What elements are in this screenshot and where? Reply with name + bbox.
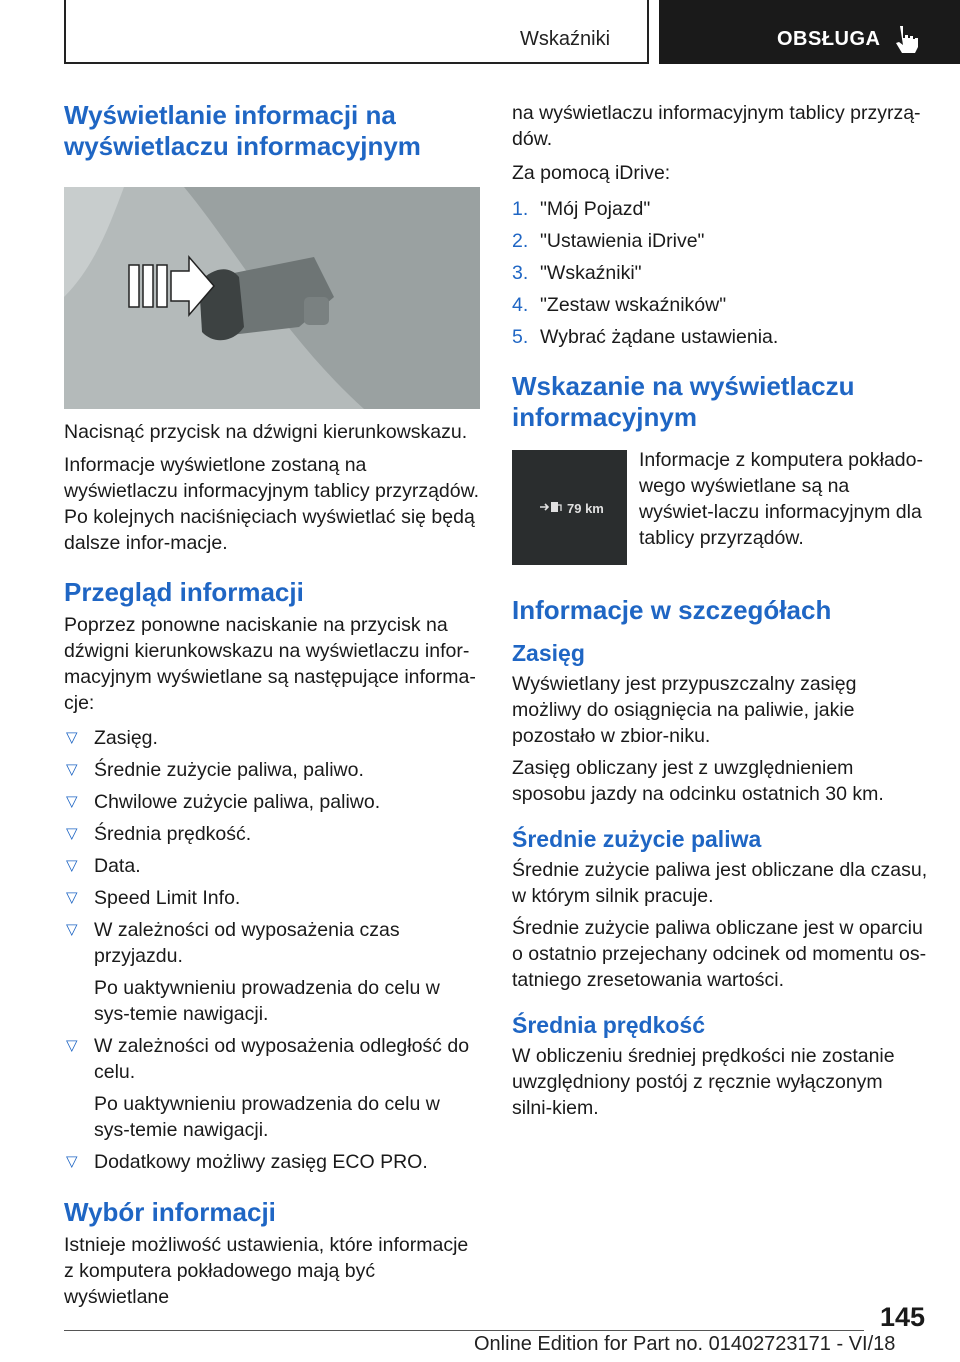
hand-pointer-icon <box>892 24 920 54</box>
step-item <box>512 228 928 254</box>
paragraph-avg-speed: W obliczeniu średniej prędkości nie zostanie uwzględniony postój z ręcznie wyłączonym silni-kiem. <box>512 1045 895 1119</box>
step-text: "Ustawienia iDrive" <box>540 230 705 252</box>
paragraph-range-2: Zasięg obliczany jest z uwzględnieniem sposobu jazdy na odcinku ostatnich 30 km. <box>512 757 884 805</box>
list-item-text: Dodatkowy możliwy zasięg ECO PRO. <box>94 1151 428 1173</box>
right-column <box>512 100 928 1121</box>
heading-range: Zasięg <box>512 640 585 666</box>
step-item <box>512 260 928 286</box>
list-item-text: Chwilowe zużycie paliwa, paliwo. <box>94 791 381 813</box>
range-fuel-icon <box>539 500 565 514</box>
turn-signal-lever-figure <box>64 187 480 409</box>
heading-info-selection: Wybór informacji <box>64 1197 276 1227</box>
list-item <box>64 789 480 815</box>
triangle-bullet-icon: ▽ <box>66 921 78 938</box>
heading-display-indication: Wskazanie na wyświetlaczu informacyjnym <box>512 371 855 432</box>
step-text: "Zestaw wskaźników" <box>540 294 727 316</box>
left-column <box>64 100 480 1310</box>
triangle-bullet-icon: ▽ <box>66 889 78 906</box>
heading-info-overview: Przegląd informacji <box>64 577 304 607</box>
step-text: Wybrać żądane ustawienia. <box>540 326 779 348</box>
range-value: 79 km <box>567 501 604 516</box>
paragraph-info-shown: Informacje wyświetlone zostaną na wyświetlaczu informacyjnym tablicy przyrządów. Po kolejnych naciśnięciach wyświetlać się będą dalsze infor-macje. <box>64 454 480 554</box>
paragraph-display-indication: Informacje z komputera pokłado-wego wyświetlane są na wyświet-laczu informacyjnym dla tablicy przyrządów. <box>639 449 923 549</box>
list-item-text: Data. <box>94 855 141 877</box>
triangle-bullet-icon: ▽ <box>66 729 78 746</box>
triangle-bullet-icon: ▽ <box>66 825 78 842</box>
triangle-bullet-icon: ▽ <box>66 1037 78 1054</box>
list-item <box>64 1149 480 1175</box>
list-item-note: Po uaktywnieniu prowadzenia do celu w sys-temie nawigacji. <box>94 1093 440 1141</box>
list-item <box>64 917 480 1027</box>
list-item <box>64 1033 480 1143</box>
header-section-title: Wskaźniki <box>520 28 611 50</box>
step-number: 1. <box>512 198 529 220</box>
paragraph-avg-consumption-2: Średnie zużycie paliwa obliczane jest w oparciu o ostatnio przejechany odcinek od momentu os-tatniego zresetowania wartości. <box>512 917 927 991</box>
triangle-bullet-icon: ▽ <box>66 793 78 810</box>
step-text: "Mój Pojazd" <box>540 198 651 220</box>
display-indication-row <box>512 450 928 565</box>
paragraph-info-selection: Istnieje możliwość ustawienia, które informacje z komputera pokładowego mają być wyświetlane <box>64 1234 469 1308</box>
paragraph-avg-consumption-1: Średnie zużycie paliwa jest obliczane dla czasu, w którym silnik pracuje. <box>512 859 928 907</box>
list-item <box>64 821 480 847</box>
info-list <box>64 725 480 1175</box>
list-item <box>64 725 480 751</box>
footer-rule <box>64 1330 864 1331</box>
heading-avg-consumption: Średnie zużycie paliwa <box>512 826 762 852</box>
step-item <box>512 196 928 222</box>
heading-details: Informacje w szczegółach <box>512 595 832 625</box>
list-item-text: W zależności od wyposażenia odległość do celu. <box>94 1035 470 1083</box>
list-item-text: Średnia prędkość. <box>94 823 252 845</box>
triangle-bullet-icon: ▽ <box>66 1153 78 1170</box>
step-number: 4. <box>512 294 529 316</box>
heading-avg-speed: Średnia prędkość <box>512 1012 706 1038</box>
step-number: 5. <box>512 326 529 348</box>
page-number: 145 <box>880 1302 926 1332</box>
list-item-text: Zasięg. <box>94 727 158 749</box>
triangle-bullet-icon: ▽ <box>66 857 78 874</box>
list-item-text: Średnie zużycie paliwa, paliwo. <box>94 759 364 781</box>
info-display-figure <box>512 450 627 565</box>
paragraph-continued: na wyświetlaczu informacyjnym tablicy przyrzą-dów. <box>512 102 921 150</box>
step-item <box>512 324 928 350</box>
list-item <box>64 757 480 783</box>
step-number: 2. <box>512 230 529 252</box>
list-item-text: Speed Limit Info. <box>94 887 241 909</box>
step-number: 3. <box>512 262 529 284</box>
list-item-note: Po uaktywnieniu prowadzenia do celu w sys-temie nawigacji. <box>94 977 440 1025</box>
paragraph-range-1: Wyświetlany jest przypuszczalny zasięg możliwy do osiągnięcia na paliwie, jakie pozostało w zbior-niku. <box>512 673 857 747</box>
paragraph-idrive: Za pomocą iDrive: <box>512 162 671 184</box>
step-item <box>512 292 928 318</box>
idrive-steps <box>512 196 928 350</box>
paragraph-info-overview: Poprzez ponowne naciskanie na przycisk na dźwigni kierunkowskazu na wyświetlaczu infor-macyjnym wyświetlane są następujące informa-cje: <box>64 614 476 714</box>
step-text: "Wskaźniki" <box>540 262 642 284</box>
header-chapter-title: OBSŁUGA <box>777 28 881 50</box>
footer-edition: Online Edition for Part no. 01402723171 - VI/18 <box>474 1333 896 1355</box>
list-item <box>64 853 480 879</box>
heading-display-info: Wyświetlanie informacji na wyświetlaczu informacyjnym <box>64 100 421 161</box>
turn-signal-lever-illustration <box>64 187 480 409</box>
triangle-bullet-icon: ▽ <box>66 761 78 778</box>
paragraph-press-button: Nacisnąć przycisk na dźwigni kierunkowskazu. <box>64 421 468 443</box>
list-item <box>64 885 480 911</box>
list-item-text: W zależności od wyposażenia czas przyjazdu. <box>94 919 400 967</box>
